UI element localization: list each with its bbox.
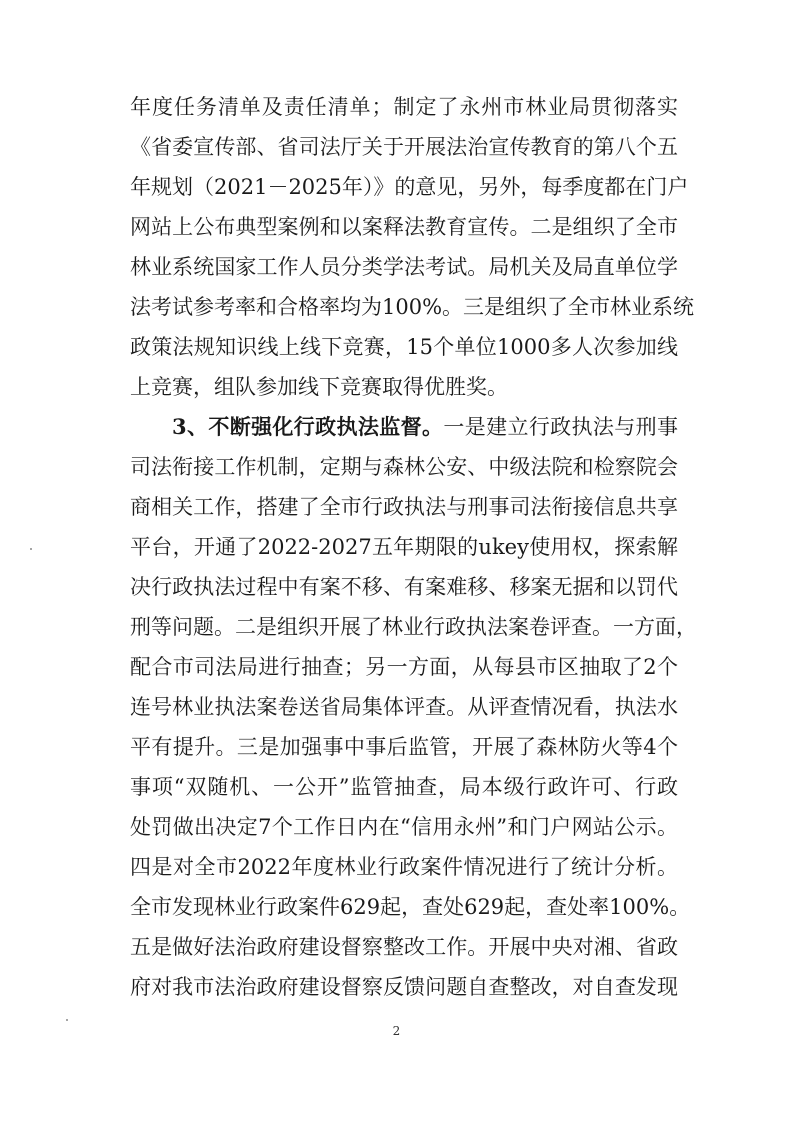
paragraph-line: 年度任务清单及责任清单；制定了永州市林业局贯彻落实 — [130, 95, 678, 119]
paragraph-line: 决行政执法过程中有案不移、有案难移、移案无据和以罚代 — [130, 575, 678, 599]
paragraph-line: 平有提升。三是加强事中事后监管，开展了森林防火等4个 — [130, 735, 678, 759]
paragraph-line: 司法衔接工作机制，定期与森林公安、中级法院和检察院会 — [130, 455, 678, 479]
paragraph-line: 连号林业执法案卷送省局集体评查。从评查情况看，执法水 — [130, 695, 678, 719]
paragraph-line: 法考试参考率和合格率均为100%。三是组织了全市林业系统 — [130, 295, 695, 319]
paragraph-line: 全市发现林业行政案件629起，查处629起，查处率100%。 — [130, 895, 691, 919]
section-heading-line — [172, 412, 678, 442]
paragraph-line: 商相关工作，搭建了全市行政执法与刑事司法衔接信息共享 — [130, 495, 678, 519]
paragraph-line: 政策法规知识线上线下竞赛，15个单位1000多人次参加线 — [130, 335, 678, 359]
paragraph-line: 处罚做出决定7个工作日内在“信用永州”和门户网站公示。 — [130, 815, 678, 839]
paragraph-line: 林业系统国家工作人员分类学法考试。局机关及局直单位学 — [130, 255, 678, 279]
paragraph-line: 刑等问题。二是组织开展了林业行政执法案卷评查。一方面， — [130, 615, 697, 639]
paragraph-line: 事项“双随机、一公开”监管抽查，局本级行政许可、行政 — [130, 775, 678, 799]
section-heading: 3、不断强化行政执法监督。 — [172, 414, 444, 439]
paragraph-line: 年规划（2021－2025年）》的意见，另外，每季度都在门户 — [130, 175, 689, 199]
paragraph-line: 平台，开通了2022-2027五年期限的ukey使用权，探索解 — [130, 535, 678, 559]
paragraph-line: 五是做好法治政府建设督察整改工作。开展中央对湘、省政 — [130, 935, 678, 959]
paragraph-line: 网站上公布典型案例和以案释法教育宣传。二是组织了全市 — [130, 215, 678, 239]
scan-speck — [30, 548, 32, 550]
paragraph-line: 配合市司法局进行抽查；另一方面，从每县市区抽取了2个 — [130, 655, 678, 679]
scan-speck — [66, 1019, 68, 1021]
section-heading-rest: 一是建立行政执法与刑事 — [443, 415, 678, 439]
paragraph-line: 上竞赛，组队参加线下竞赛取得优胜奖。 — [130, 375, 508, 399]
paragraph-line: 府对我市法治政府建设督察反馈问题自查整改，对自查发现 — [130, 975, 678, 999]
paragraph-line: 四是对全市2022年度林业行政案件情况进行了统计分析。 — [130, 855, 678, 879]
paragraph-line: 《省委宣传部、省司法厅关于开展法治宣传教育的第八个五 — [130, 135, 678, 159]
page-number: 2 — [392, 1024, 401, 1038]
